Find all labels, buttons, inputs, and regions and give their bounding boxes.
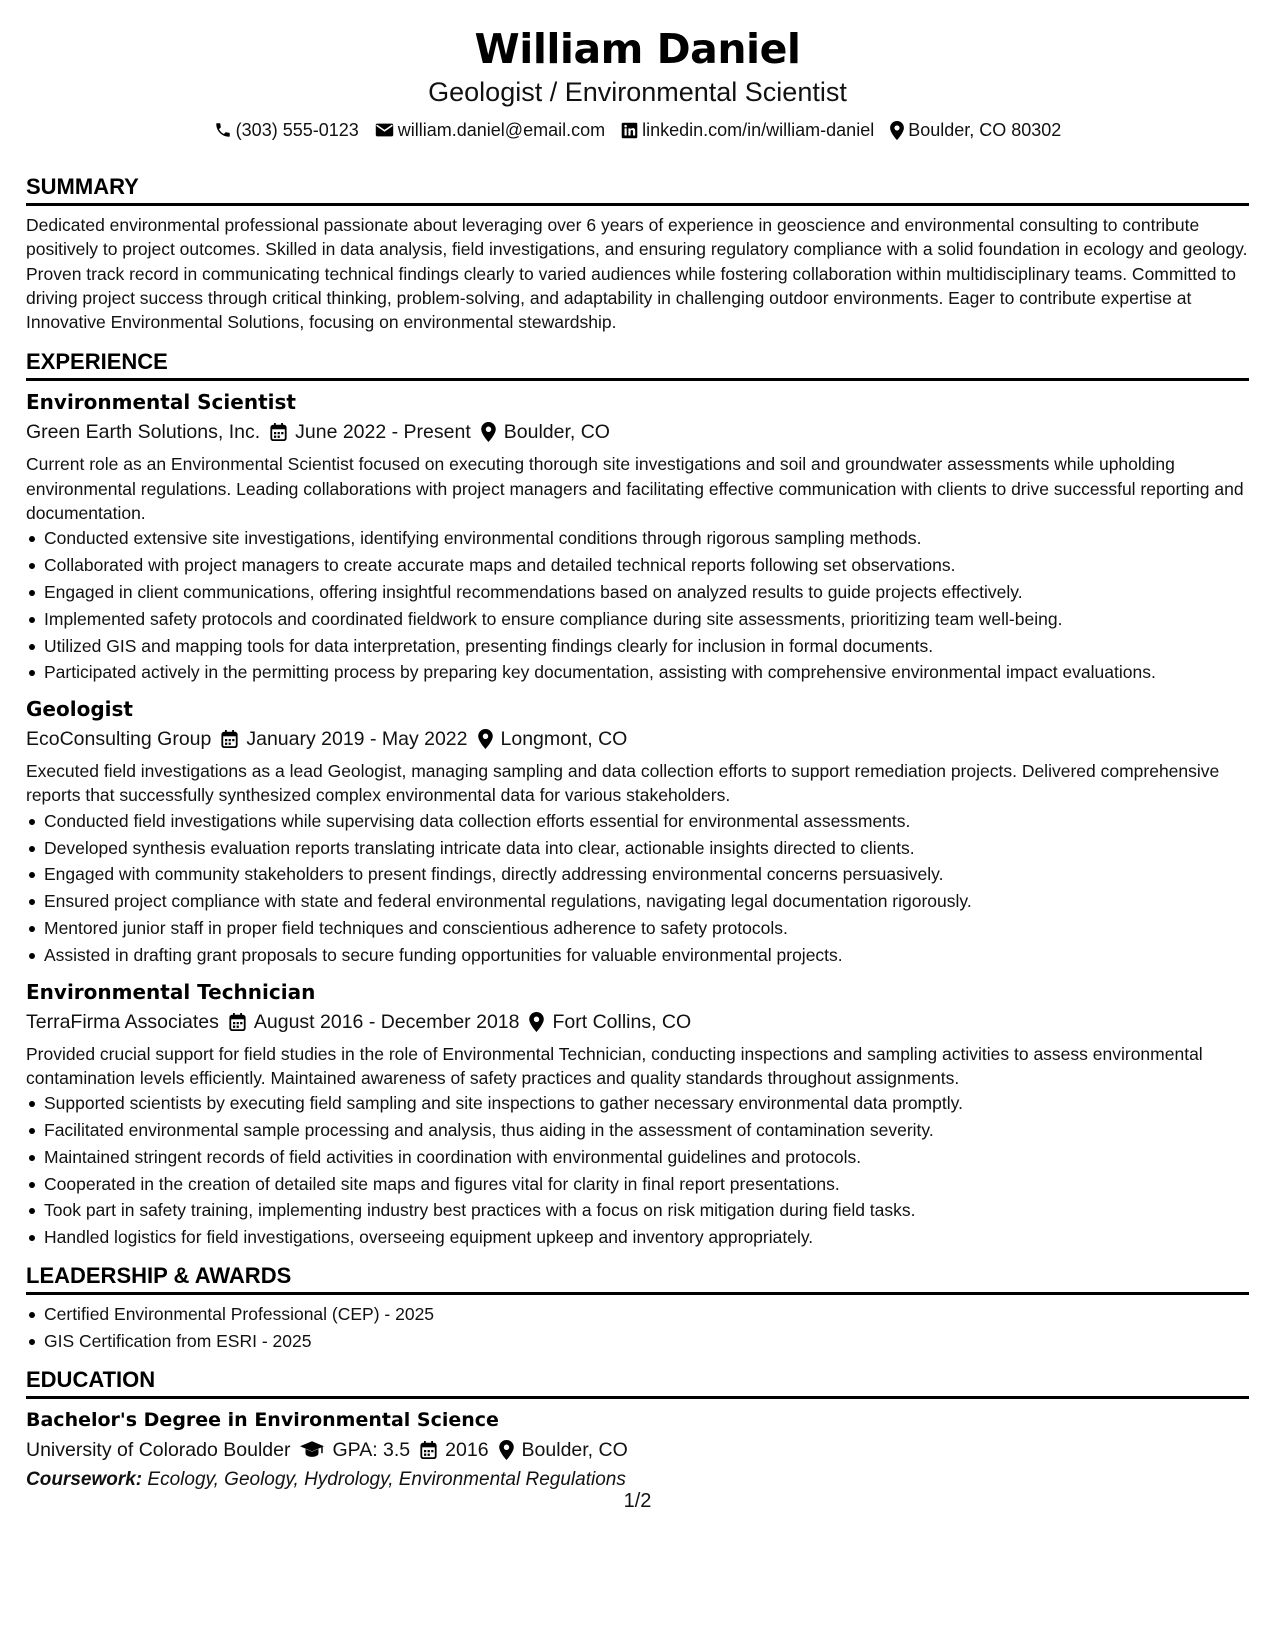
contact-location-text: Boulder, CO 80302 <box>908 120 1062 140</box>
list-item: Handled logistics for field investigations, overseeing equipment upkeep and inventory appropriately. <box>26 1224 1249 1251</box>
list-item: Assisted in drafting grant proposals to secure funding opportunities for valuable environmental projects. <box>26 942 1249 969</box>
list-item: Conducted field investigations while supervising data collection efforts essential for environmental assessments. <box>26 808 1249 835</box>
linkedin-icon <box>621 122 638 139</box>
list-item: Certified Environmental Professional (CEP) - 2025 <box>26 1301 1249 1328</box>
list-item: Facilitated environmental sample processing and analysis, thus aiding in the assessment of contamination severity. <box>26 1117 1249 1144</box>
job-meta <box>26 419 1249 445</box>
list-item: GIS Certification from ESRI - 2025 <box>26 1328 1249 1355</box>
job-title: Environmental Scientist <box>26 390 296 415</box>
job-company: Green Earth Solutions, Inc. <box>26 421 261 444</box>
summary-text: Dedicated environmental professional passionate about leveraging over 6 years of experience in geoscience and environmental consulting to contribute positively to project outcomes. Skilled in data analysis, field investigations, and ensuring regulatory compliance with a solid foundation in ecology and geology. Proven track record in communicating technical findings clearly to varied audiences while fostering collaboration within multidisciplinary teams. Committed to driving project success through critical thinking, problem-solving, and adaptability in challenging outdoor environments. Eager to contribute expertise at Innovative Environmental Solutions, focusing on environmental stewardship. <box>26 215 1248 333</box>
coursework-label: Coursework: <box>26 1468 143 1490</box>
location-icon <box>890 121 904 140</box>
job-title: Geologist <box>26 697 133 722</box>
education-heading: EDUCATION <box>26 1367 1249 1399</box>
contact-linkedin-text: linkedin.com/in/william-daniel <box>642 120 875 140</box>
calendar-icon <box>270 423 287 441</box>
awards-heading: LEADERSHIP & AWARDS <box>26 1263 1249 1295</box>
school-location: Boulder, CO <box>521 1438 628 1461</box>
list-item: Utilized GIS and mapping tools for data interpretation, presenting findings clearly for inclusion in formal documents. <box>26 633 1249 660</box>
list-item: Cooperated in the creation of detailed site maps and figures vital for clarity in final report presentations. <box>26 1171 1249 1198</box>
contact-email-text: william.daniel@email.com <box>397 120 606 140</box>
contact-bar <box>26 118 1249 142</box>
list-item: Engaged in client communications, offering insightful recommendations based on analyzed results to guide projects effectively. <box>26 579 1249 606</box>
school-name: University of Colorado Boulder <box>26 1438 291 1461</box>
job-entry <box>26 389 1249 686</box>
list-item: Collaborated with project managers to create accurate maps and detailed technical reports following set observations. <box>26 552 1249 579</box>
list-item: Implemented safety protocols and coordinated fieldwork to ensure compliance during site assessments, prioritizing team well-being. <box>26 606 1249 633</box>
list-item: Mentored junior staff in proper field techniques and conscientious adherence to safety protocols. <box>26 915 1249 942</box>
job-entry <box>26 979 1249 1251</box>
list-item: Participated actively in the permitting process by preparing key documentation, assisting with comprehensive environmental impact evaluations. <box>26 659 1249 686</box>
calendar-icon <box>229 1013 246 1031</box>
contact-email[interactable] <box>375 118 605 142</box>
awards-section <box>26 1263 1249 1355</box>
job-bullets <box>26 808 1249 969</box>
job-meta <box>26 1009 1249 1035</box>
job-title: Environmental Technician <box>26 979 316 1004</box>
graduation-cap-icon <box>300 1441 324 1458</box>
location-icon <box>478 729 493 749</box>
location-icon <box>481 422 496 442</box>
job-bullets <box>26 525 1249 686</box>
experience-section <box>26 349 1249 1250</box>
coursework-list: Ecology, Geology, Hydrology, Environmental Regulations <box>147 1468 626 1490</box>
job-company: EcoConsulting Group <box>26 728 212 751</box>
job-company: TerraFirma Associates <box>26 1010 219 1033</box>
contact-linkedin[interactable] <box>621 118 874 142</box>
list-item: Supported scientists by executing field sampling and site inspections to gather necessary environmental data promptly. <box>26 1090 1249 1117</box>
list-item: Ensured project compliance with state and federal environmental regulations, navigating legal documentation rigorously. <box>26 888 1249 915</box>
list-item: Took part in safety training, implementing industry best practices with a focus on risk mitigation during field tasks. <box>26 1197 1249 1224</box>
list-item: Conducted extensive site investigations, identifying environmental conditions through rigorous sampling methods. <box>26 525 1249 552</box>
experience-heading: EXPERIENCE <box>26 349 1249 381</box>
job-location: Fort Collins, CO <box>552 1010 692 1033</box>
page-number: 1/2 <box>623 1490 652 1512</box>
education-section <box>26 1367 1249 1493</box>
coursework <box>26 1467 1249 1493</box>
job-bullets <box>26 1090 1249 1251</box>
job-description: Executed field investigations as a lead Geologist, managing sampling and data collection efforts to support remediation projects. Delivered comprehensive reports that successfully synthesized complex environmental data for various stakeholders. <box>26 761 1220 806</box>
email-icon <box>375 122 394 138</box>
contact-location <box>890 118 1061 142</box>
job-entry <box>26 696 1249 968</box>
resume-header <box>26 24 1249 142</box>
job-dates: June 2022 - Present <box>295 421 471 444</box>
education-meta <box>26 1437 1249 1463</box>
gpa: GPA: 3.5 <box>332 1438 411 1461</box>
summary-section <box>26 174 1249 334</box>
job-description: Current role as an Environmental Scientist focused on executing thorough site investigations and soil and groundwater assessments while upholding environmental regulations. Leading collaborations with project managers and facilitating effective communication with clients to drive successful reporting and documentation. <box>26 454 1244 524</box>
calendar-icon <box>221 730 238 748</box>
calendar-icon <box>420 1441 437 1459</box>
location-icon <box>529 1012 544 1032</box>
contact-phone-text: (303) 555-0123 <box>235 120 359 140</box>
location-icon <box>499 1440 514 1460</box>
candidate-name: William Daniel <box>474 25 801 73</box>
graduation-year: 2016 <box>445 1438 489 1461</box>
phone-icon <box>214 121 232 139</box>
summary-heading: SUMMARY <box>26 174 1249 206</box>
list-item: Developed synthesis evaluation reports translating intricate data into clear, actionable insights directed to clients. <box>26 835 1249 862</box>
job-dates: August 2016 - December 2018 <box>253 1010 520 1033</box>
job-meta <box>26 726 1249 752</box>
degree-title: Bachelor's Degree in Environmental Science <box>26 1408 499 1431</box>
list-item: Maintained stringent records of field activities in coordination with environmental guidelines and protocols. <box>26 1144 1249 1171</box>
list-item: Engaged with community stakeholders to present findings, directly addressing environmental concerns persuasively. <box>26 861 1249 888</box>
job-location: Longmont, CO <box>500 728 628 751</box>
job-location: Boulder, CO <box>503 421 610 444</box>
resume-page <box>26 0 1249 1493</box>
candidate-title: Geologist / Environmental Scientist <box>428 77 847 107</box>
awards-list <box>26 1301 1249 1355</box>
job-dates: January 2019 - May 2022 <box>246 728 468 751</box>
contact-phone <box>214 118 359 142</box>
job-description: Provided crucial support for field studies in the role of Environmental Technician, conducting inspections and sampling activities to assess environmental contamination levels efficiently. Maintained awareness of safety practices and quality standards throughout assignments. <box>26 1043 1203 1088</box>
